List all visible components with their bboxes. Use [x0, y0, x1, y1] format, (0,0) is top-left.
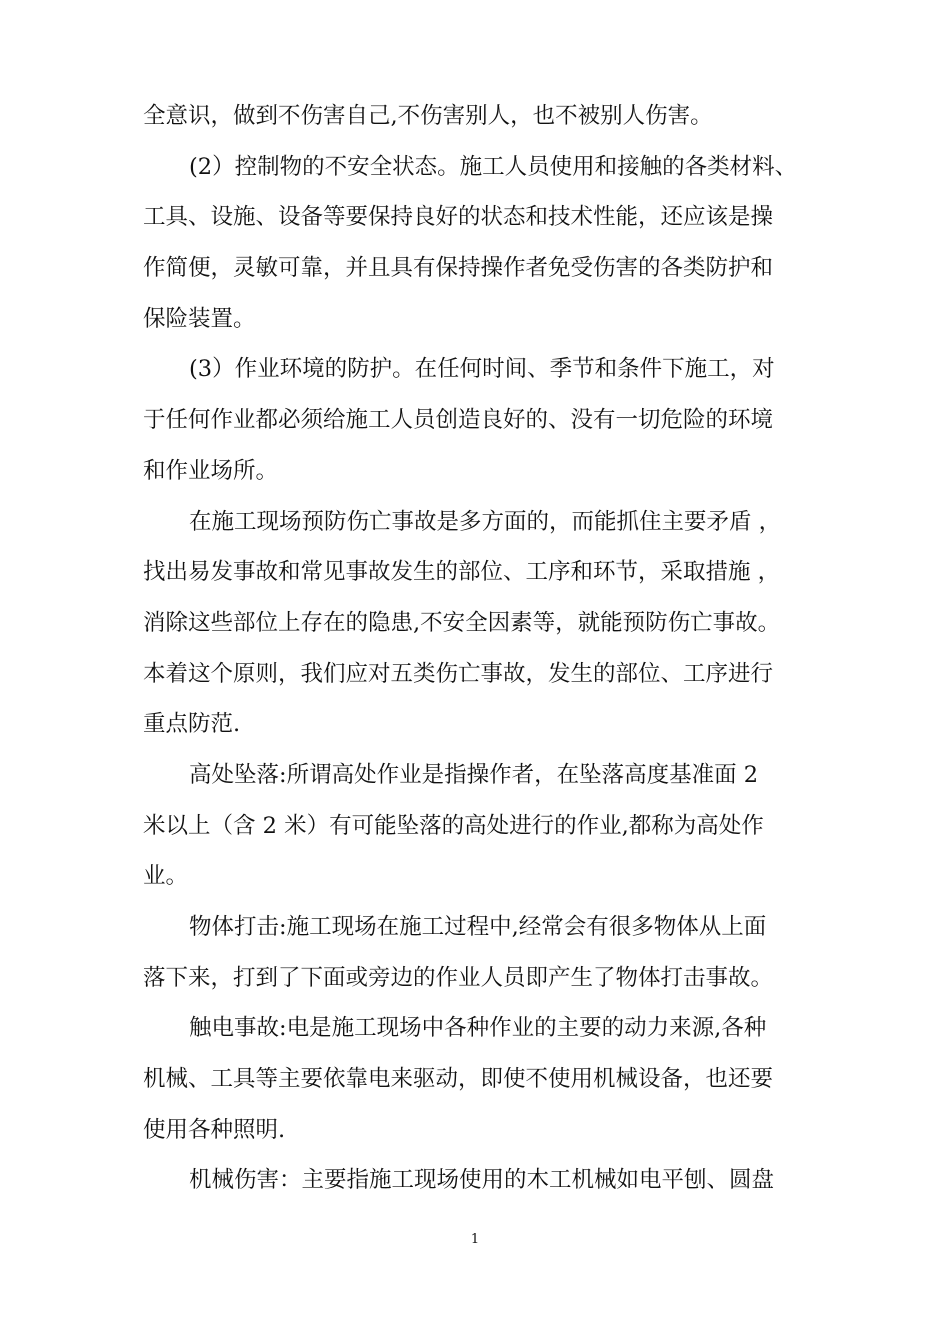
text-line: 全意识，做到不伤害自己,不伤害别人，也不被别人伤害。	[143, 103, 713, 129]
text-line: 于任何作业都必须给施工人员创造良好的、没有一切危险的环境	[143, 407, 774, 434]
text-line: (3）作业环境的防护。在任何时间、季节和条件下施工，对	[189, 356, 775, 383]
text-line: (2）控制物的不安全状态。施工人员使用和接触的各类材料、	[189, 153, 798, 180]
text-line: 触电事故:电是施工现场中各种作业的主要的动力来源,各种	[189, 1015, 767, 1042]
text-line: 消除这些部位上存在的隐患,不安全因素等，就能预防伤亡事故。	[143, 609, 781, 636]
text-line: 和作业场所。	[143, 457, 279, 484]
text-line: 米以上（含 2 米）有可能坠落的高处进行的作业,都称为高处作	[143, 812, 764, 839]
text-line: 业。	[143, 863, 189, 890]
text-line: 重点防范.	[143, 711, 241, 738]
text-line: 物体打击:施工现场在施工过程中,经常会有很多物体从上面	[189, 914, 767, 940]
text-line: 高处坠落:所谓高处作业是指操作者，在坠落高度基准面 2	[189, 761, 759, 788]
text-line: 机械伤害：主要指施工现场使用的木工机械如电平刨、圆盘	[189, 1167, 775, 1194]
text-line: 保险装置。	[143, 305, 256, 332]
text-line: 本着这个原则，我们应对五类伤亡事故，发生的部位、工序进行	[143, 660, 774, 687]
body-text	[143, 98, 819, 1213]
text-line: 找出易发事故和常见事故发生的部位、工序和环节，采取措施 ，	[143, 559, 781, 586]
text-line: 作简便，灵敏可靠，并且具有保持操作者免受伤害的各类防护和	[143, 255, 774, 282]
page-number: 1	[470, 1232, 480, 1247]
text-line: 使用各种照明.	[143, 1116, 286, 1143]
text-line: 在施工现场预防伤亡事故是多方面的，而能抓住主要矛盾 ，	[189, 508, 782, 535]
text-line: 机械、工具等主要依靠电来驱动，即使不使用机械设备，也还要	[143, 1066, 774, 1093]
text-line: 工具、设施、设备等要保持良好的状态和技术性能，还应该是操	[143, 204, 774, 231]
text-line: 落下来，打到了下面或旁边的作业人员即产生了物体打击事故。	[143, 964, 774, 991]
